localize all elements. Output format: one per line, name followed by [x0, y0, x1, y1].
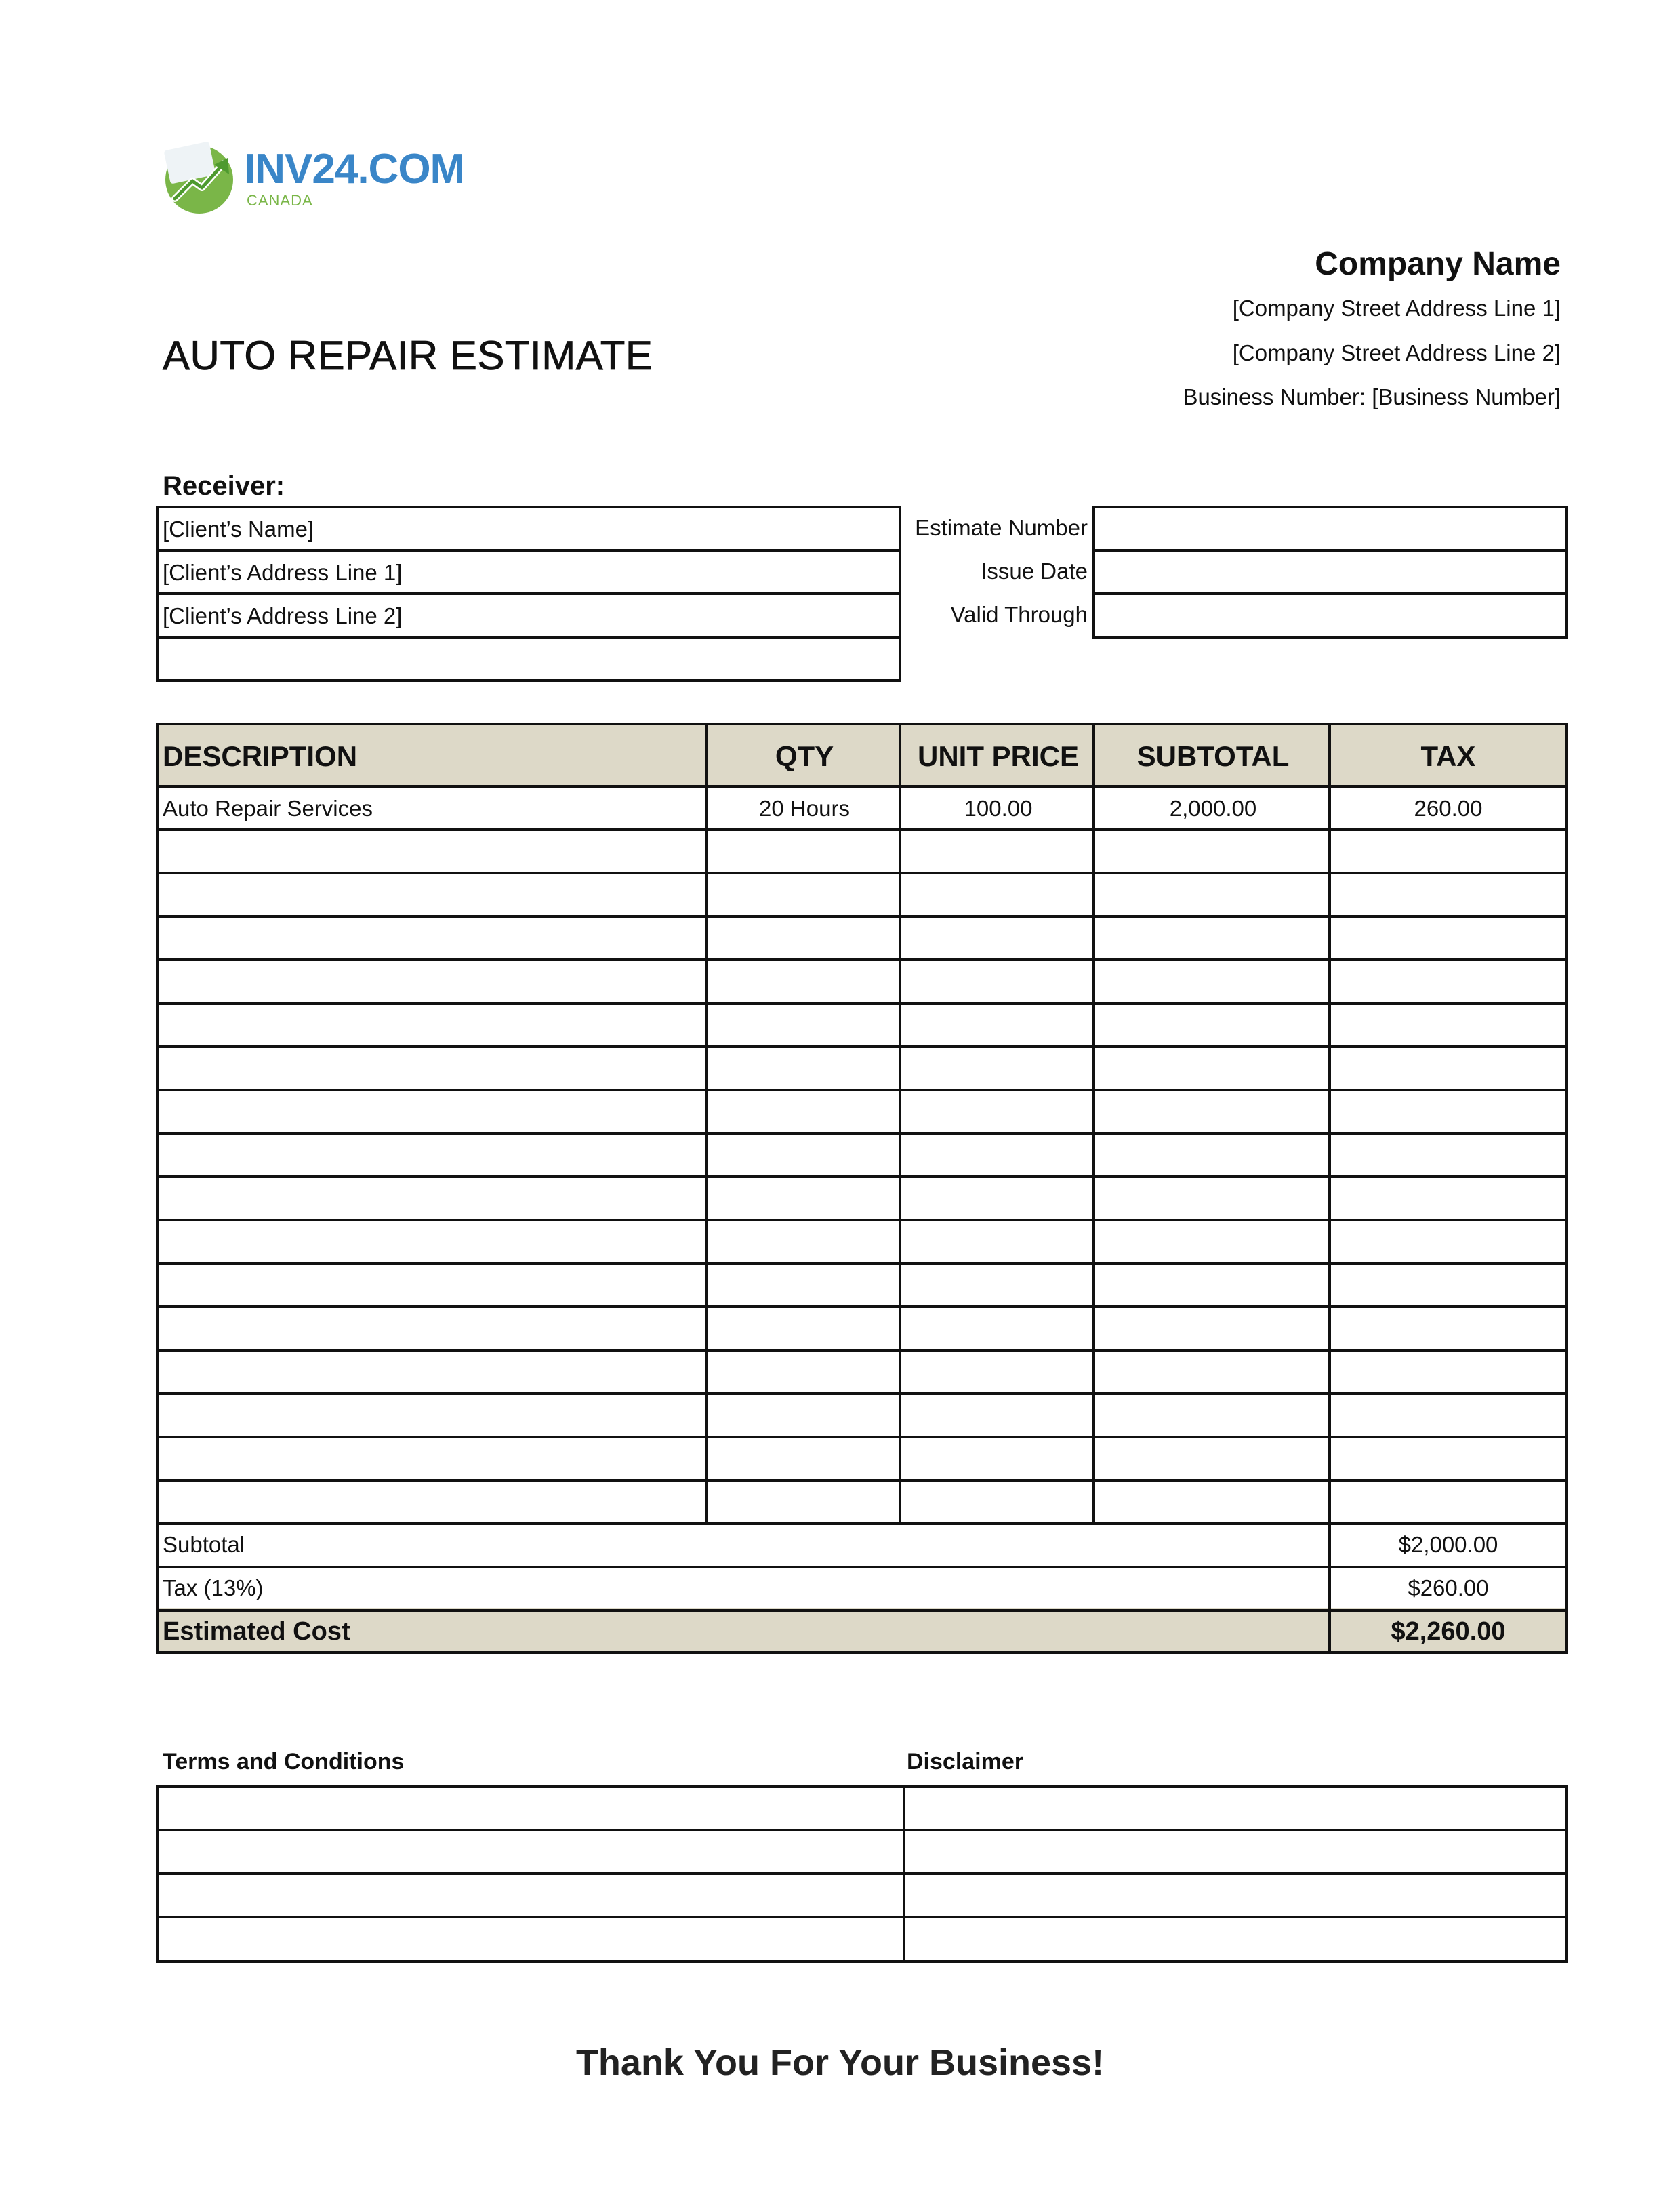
estimated-cost-label: Estimated Cost [163, 1617, 350, 1646]
table-rule [159, 1522, 1565, 1525]
subtotal-value: $2,000.00 [1398, 1532, 1498, 1557]
table-rule [159, 1609, 1565, 1612]
disclaimer-field[interactable] [905, 1788, 1565, 1960]
table-rule [159, 1349, 1565, 1352]
terms-disclaimer-box [156, 1785, 1568, 1963]
logo-mark-icon [160, 139, 241, 214]
client-extra-field[interactable] [163, 647, 895, 674]
subtotal-label: Subtotal [163, 1532, 245, 1557]
row-unit-price[interactable]: 100.00 [964, 796, 1033, 821]
logo [160, 139, 465, 214]
estimate-number-label: Estimate Number [915, 515, 1088, 540]
header-qty: QTY [775, 740, 834, 772]
table-rule [159, 1045, 1565, 1048]
client-address-line-1-field[interactable]: [Client’s Address Line 1] [163, 560, 403, 585]
issue-date-field[interactable] [1095, 552, 1565, 592]
table-rule [159, 828, 1565, 831]
line-items-table [156, 723, 1568, 1654]
table-column-rule [705, 725, 708, 1522]
table-rule [159, 872, 1565, 874]
logo-text: INV24.COM [244, 146, 465, 193]
client-address-line-2-field[interactable]: [Client’s Address Line 2] [163, 603, 403, 628]
table-rule [159, 1479, 1565, 1482]
receiver-label: Receiver: [163, 471, 285, 501]
company-address-line-2: [Company Street Address Line 2] [1232, 340, 1561, 365]
table-column-rule [1328, 725, 1331, 1651]
header-tax: TAX [1420, 740, 1476, 772]
table-rule [159, 785, 1565, 788]
table-rule [159, 1219, 1565, 1221]
table-rule [159, 1175, 1565, 1178]
table-rule [159, 1436, 1565, 1438]
table-column-rule [899, 725, 901, 1522]
valid-through-label: Valid Through [950, 602, 1088, 627]
valid-through-field[interactable] [1095, 595, 1565, 636]
company-name: Company Name [1315, 246, 1561, 282]
row-subtotal[interactable]: 2,000.00 [1169, 796, 1257, 821]
tax-value: $260.00 [1408, 1575, 1489, 1600]
row-qty[interactable]: 20 Hours [759, 796, 850, 821]
table-rule [159, 1305, 1565, 1308]
estimate-number-field[interactable] [1095, 508, 1565, 549]
meta-box [1092, 506, 1568, 639]
table-rule [159, 1392, 1565, 1395]
table-rule [159, 958, 1565, 961]
business-number: Business Number: [Business Number] [1183, 384, 1561, 409]
logo-subtext: CANADA [247, 192, 313, 209]
table-rule [159, 1262, 1565, 1265]
table-rule [159, 1002, 1565, 1005]
header-unit-price: UNIT PRICE [917, 740, 1079, 772]
row-description[interactable]: Auto Repair Services [163, 796, 373, 821]
header-description: DESCRIPTION [163, 740, 358, 772]
document-title: AUTO REPAIR ESTIMATE [163, 333, 653, 378]
table-rule [159, 1132, 1565, 1135]
table-column-rule [1092, 725, 1095, 1522]
table-rule [159, 1089, 1565, 1091]
terms-field[interactable] [159, 1788, 901, 1960]
disclaimer-label: Disclaimer [907, 1749, 1023, 1775]
issue-date-label: Issue Date [981, 559, 1088, 584]
header-subtotal: SUBTOTAL [1136, 740, 1290, 772]
company-address-line-1: [Company Street Address Line 1] [1232, 296, 1561, 321]
table-rule [159, 1566, 1565, 1568]
row-tax[interactable]: 260.00 [1414, 796, 1483, 821]
client-name-field[interactable]: [Client’s Name] [163, 517, 314, 542]
receiver-box [156, 506, 901, 682]
tax-label: Tax (13%) [163, 1575, 264, 1600]
thank-you-message: Thank You For Your Business! [575, 2042, 1105, 2083]
terms-label: Terms and Conditions [163, 1749, 405, 1775]
estimated-cost-value: $2,260.00 [1391, 1617, 1506, 1646]
table-rule [159, 915, 1565, 918]
